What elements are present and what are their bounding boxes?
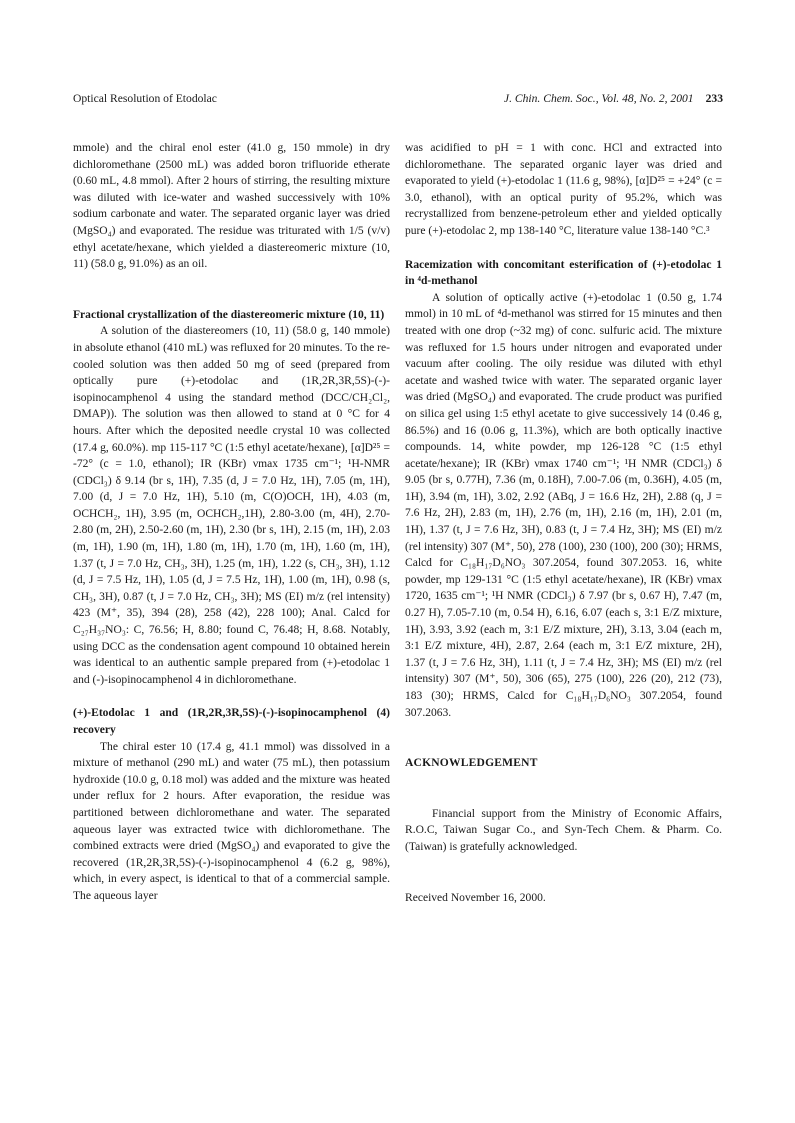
acknowledgement-heading: ACKNOWLEDGEMENT bbox=[405, 757, 538, 770]
page-number: 233 bbox=[705, 92, 723, 105]
journal-citation bbox=[504, 92, 723, 105]
left-column bbox=[73, 140, 390, 905]
paragraph: A solution of optically active (+)-etodolac 1 (0.50 g, 1.74 mmol) in 10 mL of ⁴d-methanol was stirred for 15 minutes and then treated with one drop (~32 mg) of conc. sulfuric acid. The mixture was refluxed for 1.5 hours under nitrogen and evaporated under vacuum after cooling. The oily residue was diluted with ethyl acetate and washed twice with water. The separated organic layer was dried (MgSO₄) and evaporated. The crude product was purified on silica gel using 1:5 ethyl acetate to give successively 14 (0.46 g, 86.5%) and 16 (0.06 g, 11.3%), which are both optically inactive compounds. 14, white powder, mp 126-128 °C (1:5 ethyl acetate/hexane); IR (KBr) νmax 1740 cm⁻¹; ¹H NMR (CDCl₃) δ 9.05 (br s, 0.77H), 7.36 (m, 0.18H), 7.00-7.06 (m, 0.36H), 4.05 (m, 1H), 3.94 (m, 1H), 3.02, 2.92 (ABq, J = 16.6 Hz, 2H), 2.88 (q, J = 7.6 Hz, 2H), 2.83 (m, 1H), 2.76 (m, 1H), 2.16 (m, 1H), 2.01 (m, 1H), 1.37 (t, J = 7.6 Hz, 3H), 0.83 (t, J = 7.4 Hz, 3H); MS (EI) m/z (rel intensity) 307 (M⁺, 50), 278 (100), 230 (100), 200 (30); HRMS, Calcd for C₁₈H₁₇D₆NO₃ 307.2054, found 307.2053. 16, white powder, mp 129-131 °C (1:5 ethyl acetate/hexane), IR (KBr) νmax 1720, 1635 cm⁻¹; ¹H NMR (CDCl₃) δ 7.97 (br s, 0.67 H), 7.47 (m, 0.27 H), 7.05-7.10 (m, 0.54 H), 6.16, 6.07 (each s, 3:1 E/Z mixture, 1H), 3.93, 3.92 (each m, 3:1 E/Z mixture, 2H), 3.13, 3.04 (each m, 3:1 E/Z mixture, 4H), 2.87, 2.64 (each m, 3:1 E/Z mixture, 2H), 1.37 (t, J = 7.6 Hz, 3H), 1.11 (t, J = 7.4 Hz, 3H); MS (EI) m/z (rel intensity) 307 (M⁺, 50), 306 (65), 275 (100), 226 (20), 212 (73), 183 (30); HRMS, Calcd for C₁₈H₁₇D₆NO₃ 307.2054, found 307.2063. bbox=[405, 291, 722, 719]
paragraph: was acidified to pH = 1 with conc. HCl and extracted into dichloromethane. The separated organic layer was dried and evaporated to yield (+)-etodolac 1 (11.6 g, 98%), [α]D²⁵ = +24° (c = 3.0, ethanol), with an optical purity of 95.2%, which was recrystallized from benzene-petroleum ether and yielded optically pure (+)-etodolac 2, mp 138-140 °C, literature value 138-140 °C.³ bbox=[405, 142, 722, 237]
journal-name: J. Chin. Chem. Soc., Vol. 48, No. 2, 2001 bbox=[503, 92, 694, 105]
acknowledgement-text: Financial support from the Ministry of Economic Affairs, R.O.C, Taiwan Sugar Co., and Syn-Tech Chem. & Pharm. Co. (Taiwan) is gratefully acknowledged. bbox=[405, 807, 722, 853]
section-heading: Racemization with concomitant esterification of (+)-etodolac 1 in ⁴d-methanol bbox=[405, 258, 722, 288]
paragraph: The chiral ester 10 (17.4 g, 41.1 mmol) was dissolved in a mixture of methanol (290 mL) and water (75 mL), then potassium hydroxide (10.0 g, 0.18 mol) was added and the mixture was heated under reflux for 2 hours. After evaporation, the residue was partitioned between dichloromethane and water. The separated aqueous layer was extracted twice with dichloromethane. The combined extracts were dried (MgSO₄) and evaporated to give the recovered (1R,2R,3R,5S)-(-)-isopinocamphenol 4 (6.2 g, 98%), which, in every aspect, is identical to that of a commercial sample. The aqueous layer bbox=[73, 740, 390, 902]
paragraph: A solution of the diastereomers (10, 11) (58.0 g, 140 mmole) in absolute ethanol (410 mL) was refluxed for 20 minutes. To the re-cooled solution was then added 50 mg of seed (prepared from optically pure (+)-etodolac and (1R,2R,3R,5S)-(-)-isopinocamphenol 4 using the standard method (DCC/CH₂Cl₂, DMAP)). The solution was then allowed to stand at 0 °C for 4 hours. After which the deposited needle crystal 10 was collected (17.4 g, 60.0%). mp 115-117 °C (1:5 ethyl acetate/hexane), [α]D²⁵ = -72° (c = 1.0, ethanol); IR (KBr) νmax 1735 cm⁻¹; ¹H-NMR (CDCl₃) δ 9.14 (br s, 1H), 7.35 (d, J = 7.0 Hz, 1H), 7.05 (m, 1H), 7.00 (d, J = 7.0 Hz, 1H), 5.10 (m, C(O)OCH, 1H), 4.03 (m, OCHCH₂, 1H), 3.95 (m, OCHCH₂,1H), 2.80-3.00 (m, 4H), 2.70-2.80 (m, 2H), 2.50-2.60 (m, 1H), 2.30 (br s, 1H), 2.15 (m, 1H), 2.03 (m, 1H), 1.90 (m, 1H), 1.80 (m, 1H), 1.70 (m, 1H), 1.60 (m, 1H), 1.37 (t, J = 7.0 Hz, CH₃, 3H), 1.25 (m, 1H), 1.22 (s, CH₃, 3H), 1.12 (d, J = 7.5 Hz, 1H), 1.05 (d, J = 7.5 Hz, 1H), 1.00 (m, 1H), 0.98 (s, CH₃, 3H), 0.87 (t, J = 7.0 Hz, CH₃, 3H); MS (EI) m/z (rel intensity) 423 (M⁺, 35), 394 (28), 258 (42), 228 100); Anal. Calcd for C₂₇H₃₇NO₃: C, 76.56; H, 8.80; found C, 76.48; H, 8.68. Notably, using DCC as the condensation agent compound 10 obtained herein was identical to an authentic sample prepared from (+)-etodolac 1 and (-)-isopinocamphenol 4 in dichloromethane. bbox=[73, 325, 390, 686]
section-heading: (+)-Etodolac 1 and (1R,2R,3R,5S)-(-)-isopinocamphenol (4) recovery bbox=[73, 707, 390, 736]
paragraph: mmole) and the chiral enol ester (41.0 g, 150 mmole) in dry dichloromethane (2500 mL) was added boron trifluoride etherate (0.60 mL, 4.8 mmol). After 2 hours of stirring, the resulting mixture was diluted with ice-water and washed successively with 10% sodium carbonate and water. The separated organic layer was dried (MgSO₄) and evaporated. The residue was triturated with 1/5 (v/v) ethyl acetate/hexane, which yielded a diastereomeric mixture (10, 11) (58.0 g, 91.0%) as an oil. bbox=[73, 142, 390, 271]
received-date: Received November 16, 2000. bbox=[405, 891, 546, 904]
running-header bbox=[73, 92, 723, 108]
section-heading: Fractional crystallization of the diastereomeric mixture (10, 11) bbox=[73, 308, 385, 321]
running-title: Optical Resolution of Etodolac bbox=[73, 92, 217, 105]
right-column bbox=[405, 140, 722, 906]
